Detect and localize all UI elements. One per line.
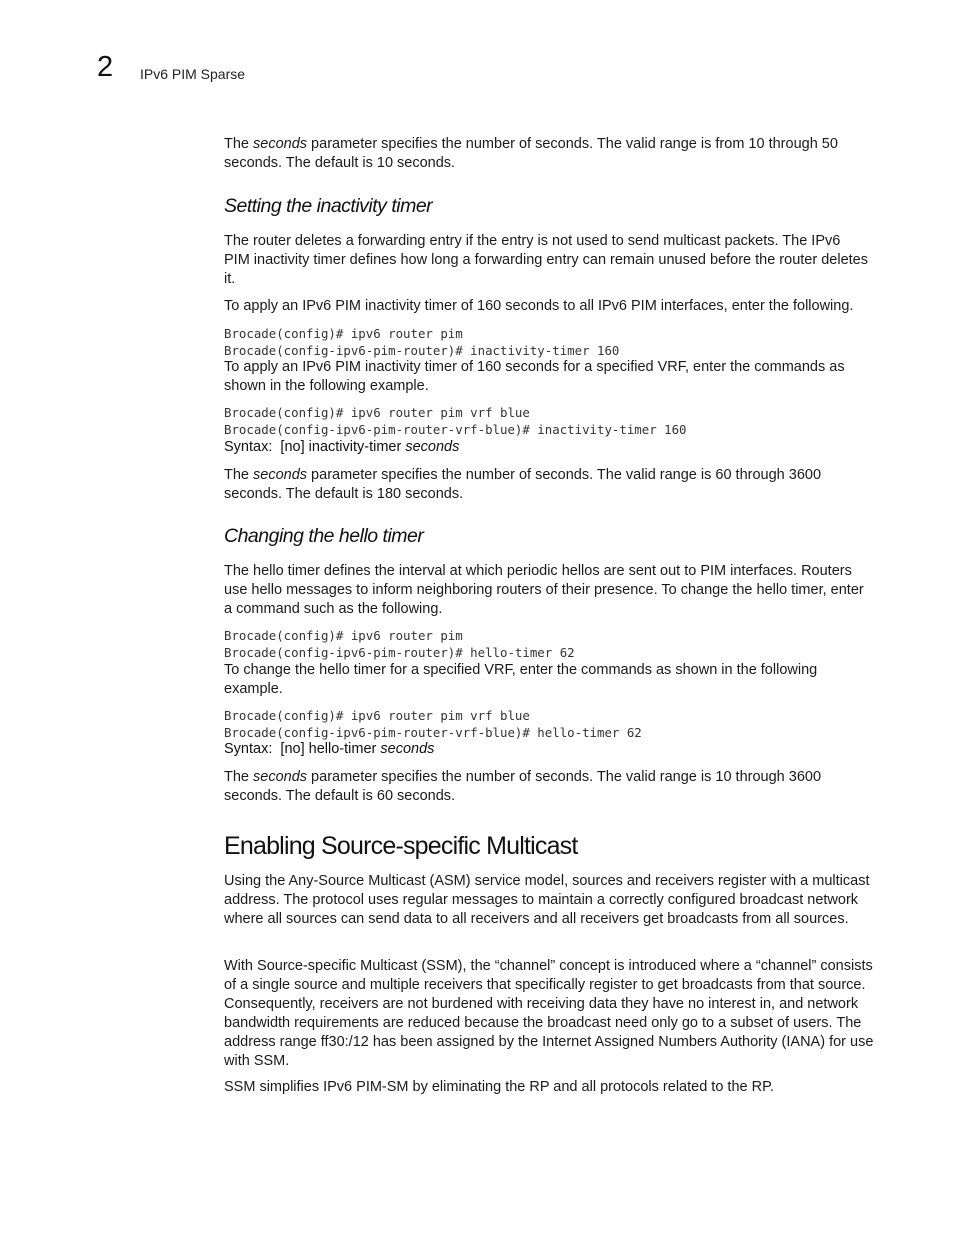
- syntax-keyword-no: no: [284, 741, 301, 757]
- syntax-command: hello-timer: [308, 741, 377, 757]
- paragraph-inactivity-apply: To apply an IPv6 PIM inactivity timer of 160 seconds to all IPv6 PIM interfaces, enter the following.: [224, 298, 854, 314]
- param-seconds: seconds: [253, 769, 308, 785]
- chapter-number: 2: [97, 51, 114, 83]
- text: parameter specifies the number of seconds. The valid range is 10 through 3600 seconds. The default is 60 seconds.: [224, 769, 822, 804]
- syntax-label: Syntax:: [224, 439, 273, 455]
- chapter-title: IPv6 PIM Sparse: [140, 66, 246, 82]
- paragraph-ssm-simplifies: SSM simplifies IPv6 PIM-SM by eliminating the RP and all protocols related to the RP.: [224, 1079, 774, 1095]
- paragraph-seconds-range-3: [224, 768, 864, 806]
- code-inactivity-vrf: Brocade(config)# ipv6 router pim vrf blue Brocade(config-ipv6-pim-router-vrf-blue)# inactivity-timer 160: [224, 405, 687, 437]
- bracket-close: ]: [300, 741, 305, 757]
- syntax-label: Syntax:: [224, 741, 273, 757]
- syntax-inactivity-timer: [224, 438, 459, 457]
- paragraph-hello-description: The hello timer defines the interval at which periodic hellos are sent out to PIM interfaces. Routers use hello messages to inform neighboring routers of their presence. To change the hello timer, enter a command such as the following.: [224, 563, 864, 617]
- bracket-open: [: [280, 741, 285, 757]
- code-hello-vrf: Brocade(config)# ipv6 router pim vrf blue Brocade(config-ipv6-pim-router-vrf-blue)# hello-timer 62: [224, 708, 642, 740]
- paragraph-hello-vrf: To change the hello timer for a specified VRF, enter the commands as shown in the following example.: [224, 662, 818, 697]
- param-seconds: seconds: [253, 136, 308, 152]
- paragraph-ssm-channel: With Source-specific Multicast (SSM), the “channel” concept is introduced where a “channel” consists of a single source and multiple receivers that specifically register to get broadcasts from that source. Consequently, receivers are not burdened with receiving data they have no interest in, and network bandwidth requirements are reduced because the broadcast need only go to a subset of users. The address range ff30:/12 has been assigned by the Internet Assigned Numbers Authority (IANA) for use with SSM.: [224, 958, 874, 1069]
- paragraph-seconds-range-1: [224, 135, 864, 173]
- syntax-command: inactivity-timer: [308, 439, 402, 455]
- bracket-open: [: [280, 439, 285, 455]
- paragraph-seconds-range-2: [224, 466, 864, 504]
- heading-setting-inactivity-timer: Setting the inactivity timer: [224, 195, 433, 217]
- heading-enabling-ssm: Enabling Source-specific Multicast: [224, 832, 578, 860]
- code-hello-global: Brocade(config)# ipv6 router pim Brocade(config-ipv6-pim-router)# hello-timer 62: [224, 628, 575, 660]
- syntax-hello-timer: [224, 740, 434, 759]
- param-seconds: seconds: [253, 467, 308, 483]
- syntax-argument: seconds: [405, 439, 460, 455]
- bracket-close: ]: [300, 439, 305, 455]
- heading-changing-hello-timer: Changing the hello timer: [224, 525, 424, 547]
- paragraph-inactivity-vrf: To apply an IPv6 PIM inactivity timer of 160 seconds for a specified VRF, enter the commands as shown in the following example.: [224, 359, 845, 394]
- paragraph-inactivity-description: The router deletes a forwarding entry if the entry is not used to send multicast packets. The IPv6 PIM inactivity timer defines how long a forwarding entry can remain unused before the router deletes it.: [224, 233, 868, 287]
- paragraph-ssm-asm: Using the Any-Source Multicast (ASM) service model, sources and receivers register with a multicast address. The protocol uses regular messages to maintain a correctly configured broadcast network where all sources can send data to all receivers and all receivers get broadcasts from all sources.: [224, 873, 870, 927]
- text: parameter specifies the number of seconds. The valid range is from 10 through 50 seconds. The default is 10 seconds.: [224, 136, 838, 171]
- text: The: [224, 769, 254, 785]
- syntax-keyword-no: no: [284, 439, 301, 455]
- text: The: [224, 136, 254, 152]
- text: The: [224, 467, 254, 483]
- code-inactivity-global: Brocade(config)# ipv6 router pim Brocade(config-ipv6-pim-router)# inactivity-timer 160: [224, 326, 620, 358]
- text: parameter specifies the number of seconds. The valid range is 60 through 3600 seconds. The default is 180 seconds.: [224, 467, 822, 502]
- syntax-argument: seconds: [380, 741, 435, 757]
